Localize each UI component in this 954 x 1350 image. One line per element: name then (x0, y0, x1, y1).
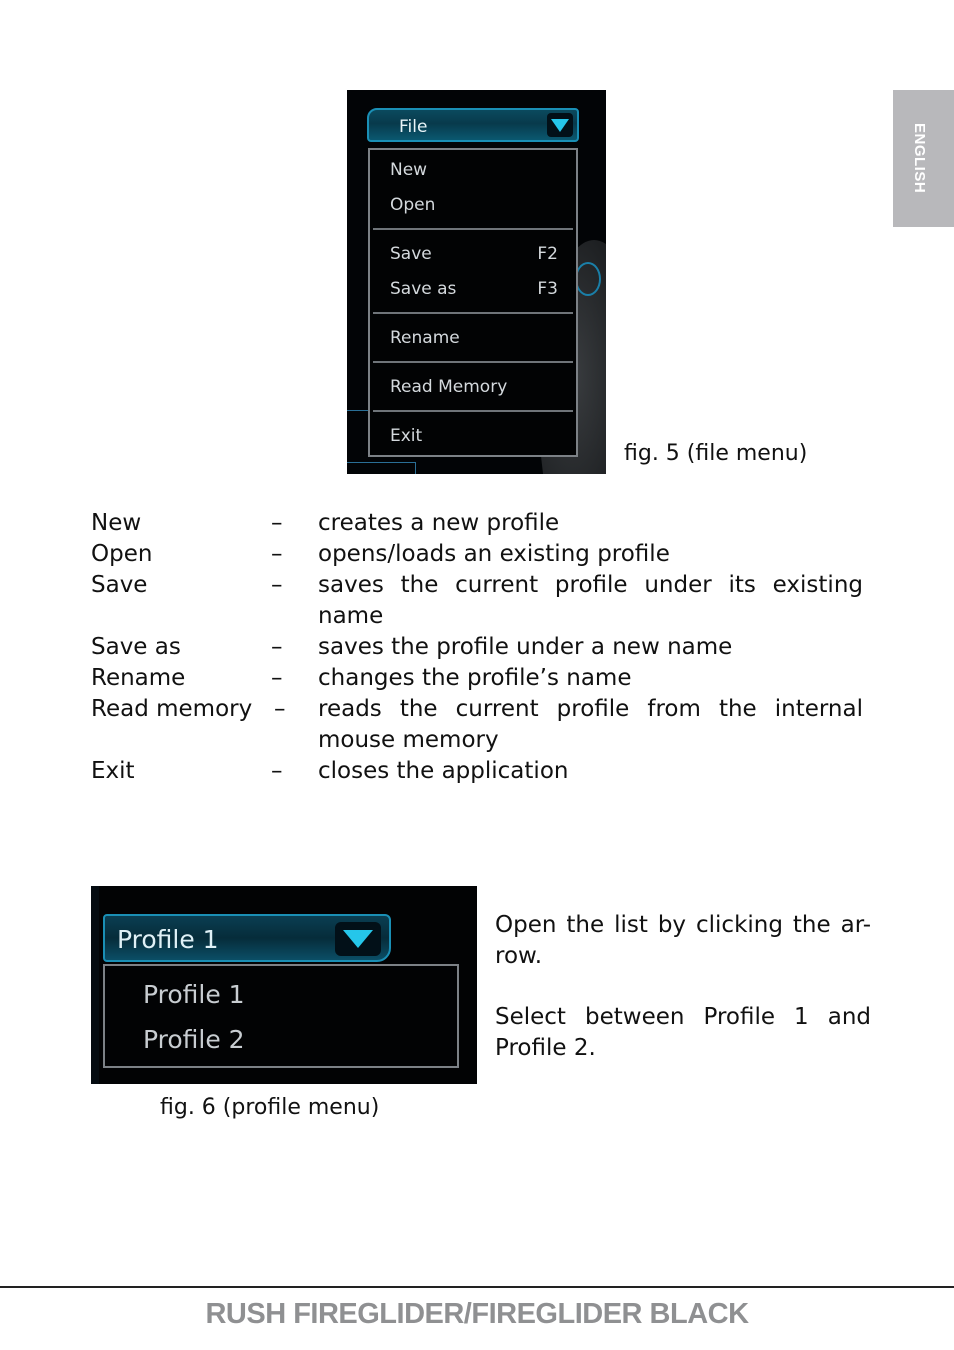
file-menu (368, 148, 578, 457)
chevron-down-icon[interactable] (547, 113, 573, 137)
definition-dash: – (271, 758, 283, 784)
instruction-line: Open the list by clicking the ar- (495, 912, 871, 938)
file-menu-screenshot (347, 90, 606, 474)
menu-item-exit[interactable]: Exit (390, 426, 423, 446)
profile-option-2[interactable]: Profile 2 (143, 1025, 245, 1054)
shortcut-save-as: F3 (537, 279, 558, 299)
language-tab (893, 90, 954, 227)
definition-row (91, 663, 863, 694)
menu-item-read-memory[interactable]: Read Memory (390, 377, 508, 397)
definition-description: saves the profile under a new name (318, 634, 733, 660)
profile-instructions (495, 910, 871, 1094)
menu-divider (373, 312, 573, 314)
profile-menu-screenshot (91, 886, 477, 1084)
definition-dash: – (271, 634, 283, 660)
menu-item-new[interactable]: New (390, 160, 428, 180)
menu-item-open[interactable]: Open (390, 195, 436, 215)
instruction-paragraph (495, 1002, 871, 1064)
mouse-ring-shape (575, 262, 601, 296)
footer-product-title: RUSH FIREGLIDER/FIREGLIDER BLACK (205, 1298, 749, 1330)
definition-description: reads the current profile from the internal mouse memory (318, 696, 863, 753)
language-label: ENGLISH (911, 123, 928, 194)
definition-term: Open (91, 541, 153, 567)
definition-term: Save (91, 572, 148, 598)
definition-row (91, 539, 863, 570)
definition-row (91, 756, 863, 787)
definition-dash: – (271, 665, 283, 691)
profile-dropdown[interactable] (103, 914, 391, 962)
background-panel-edge (347, 462, 416, 474)
definition-term: Read memory (91, 696, 253, 722)
definition-dash: – (271, 510, 283, 536)
profile-option-1[interactable]: Profile 1 (143, 980, 245, 1009)
instruction-line: Select between Profile 1 and (495, 1004, 871, 1030)
definition-dash: – (271, 541, 283, 567)
definition-row (91, 570, 863, 632)
definition-row (91, 694, 863, 756)
definition-dash: – (271, 572, 283, 598)
definition-description: changes the profile’s name (318, 665, 632, 691)
menu-divider (373, 228, 573, 230)
menu-item-save[interactable]: Save (390, 244, 432, 264)
definition-description: closes the application (318, 758, 569, 784)
definition-description: saves the current profile under its existing name (318, 572, 863, 629)
menu-divider (373, 410, 573, 412)
definition-term: Save as (91, 634, 181, 660)
instruction-paragraph (495, 910, 871, 972)
footer-divider (0, 1286, 954, 1288)
definition-term: Exit (91, 758, 135, 784)
menu-item-rename[interactable]: Rename (390, 328, 460, 348)
shortcut-save: F2 (537, 244, 558, 264)
definition-row (91, 632, 863, 663)
file-dropdown-label: File (399, 117, 428, 137)
instruction-line: row. (495, 943, 543, 969)
definition-dash: – (274, 696, 286, 722)
fig6-caption: fig. 6 (profile menu) (160, 1095, 380, 1120)
profile-list (103, 964, 459, 1068)
file-dropdown[interactable] (367, 108, 579, 142)
menu-definitions (91, 508, 863, 787)
chevron-down-icon[interactable] (335, 922, 381, 956)
definition-term: Rename (91, 665, 186, 691)
definition-term: New (91, 510, 142, 536)
menu-item-save-as[interactable]: Save as (390, 279, 457, 299)
definition-description: creates a new profile (318, 510, 560, 536)
background-edge (91, 886, 99, 1084)
menu-divider (373, 361, 573, 363)
definition-row (91, 508, 863, 539)
profile-dropdown-label: Profile 1 (117, 925, 219, 954)
definition-description: opens/loads an existing profile (318, 541, 670, 567)
fig5-caption: fig. 5 (file menu) (624, 441, 808, 466)
instruction-line: Profile 2. (495, 1035, 596, 1061)
